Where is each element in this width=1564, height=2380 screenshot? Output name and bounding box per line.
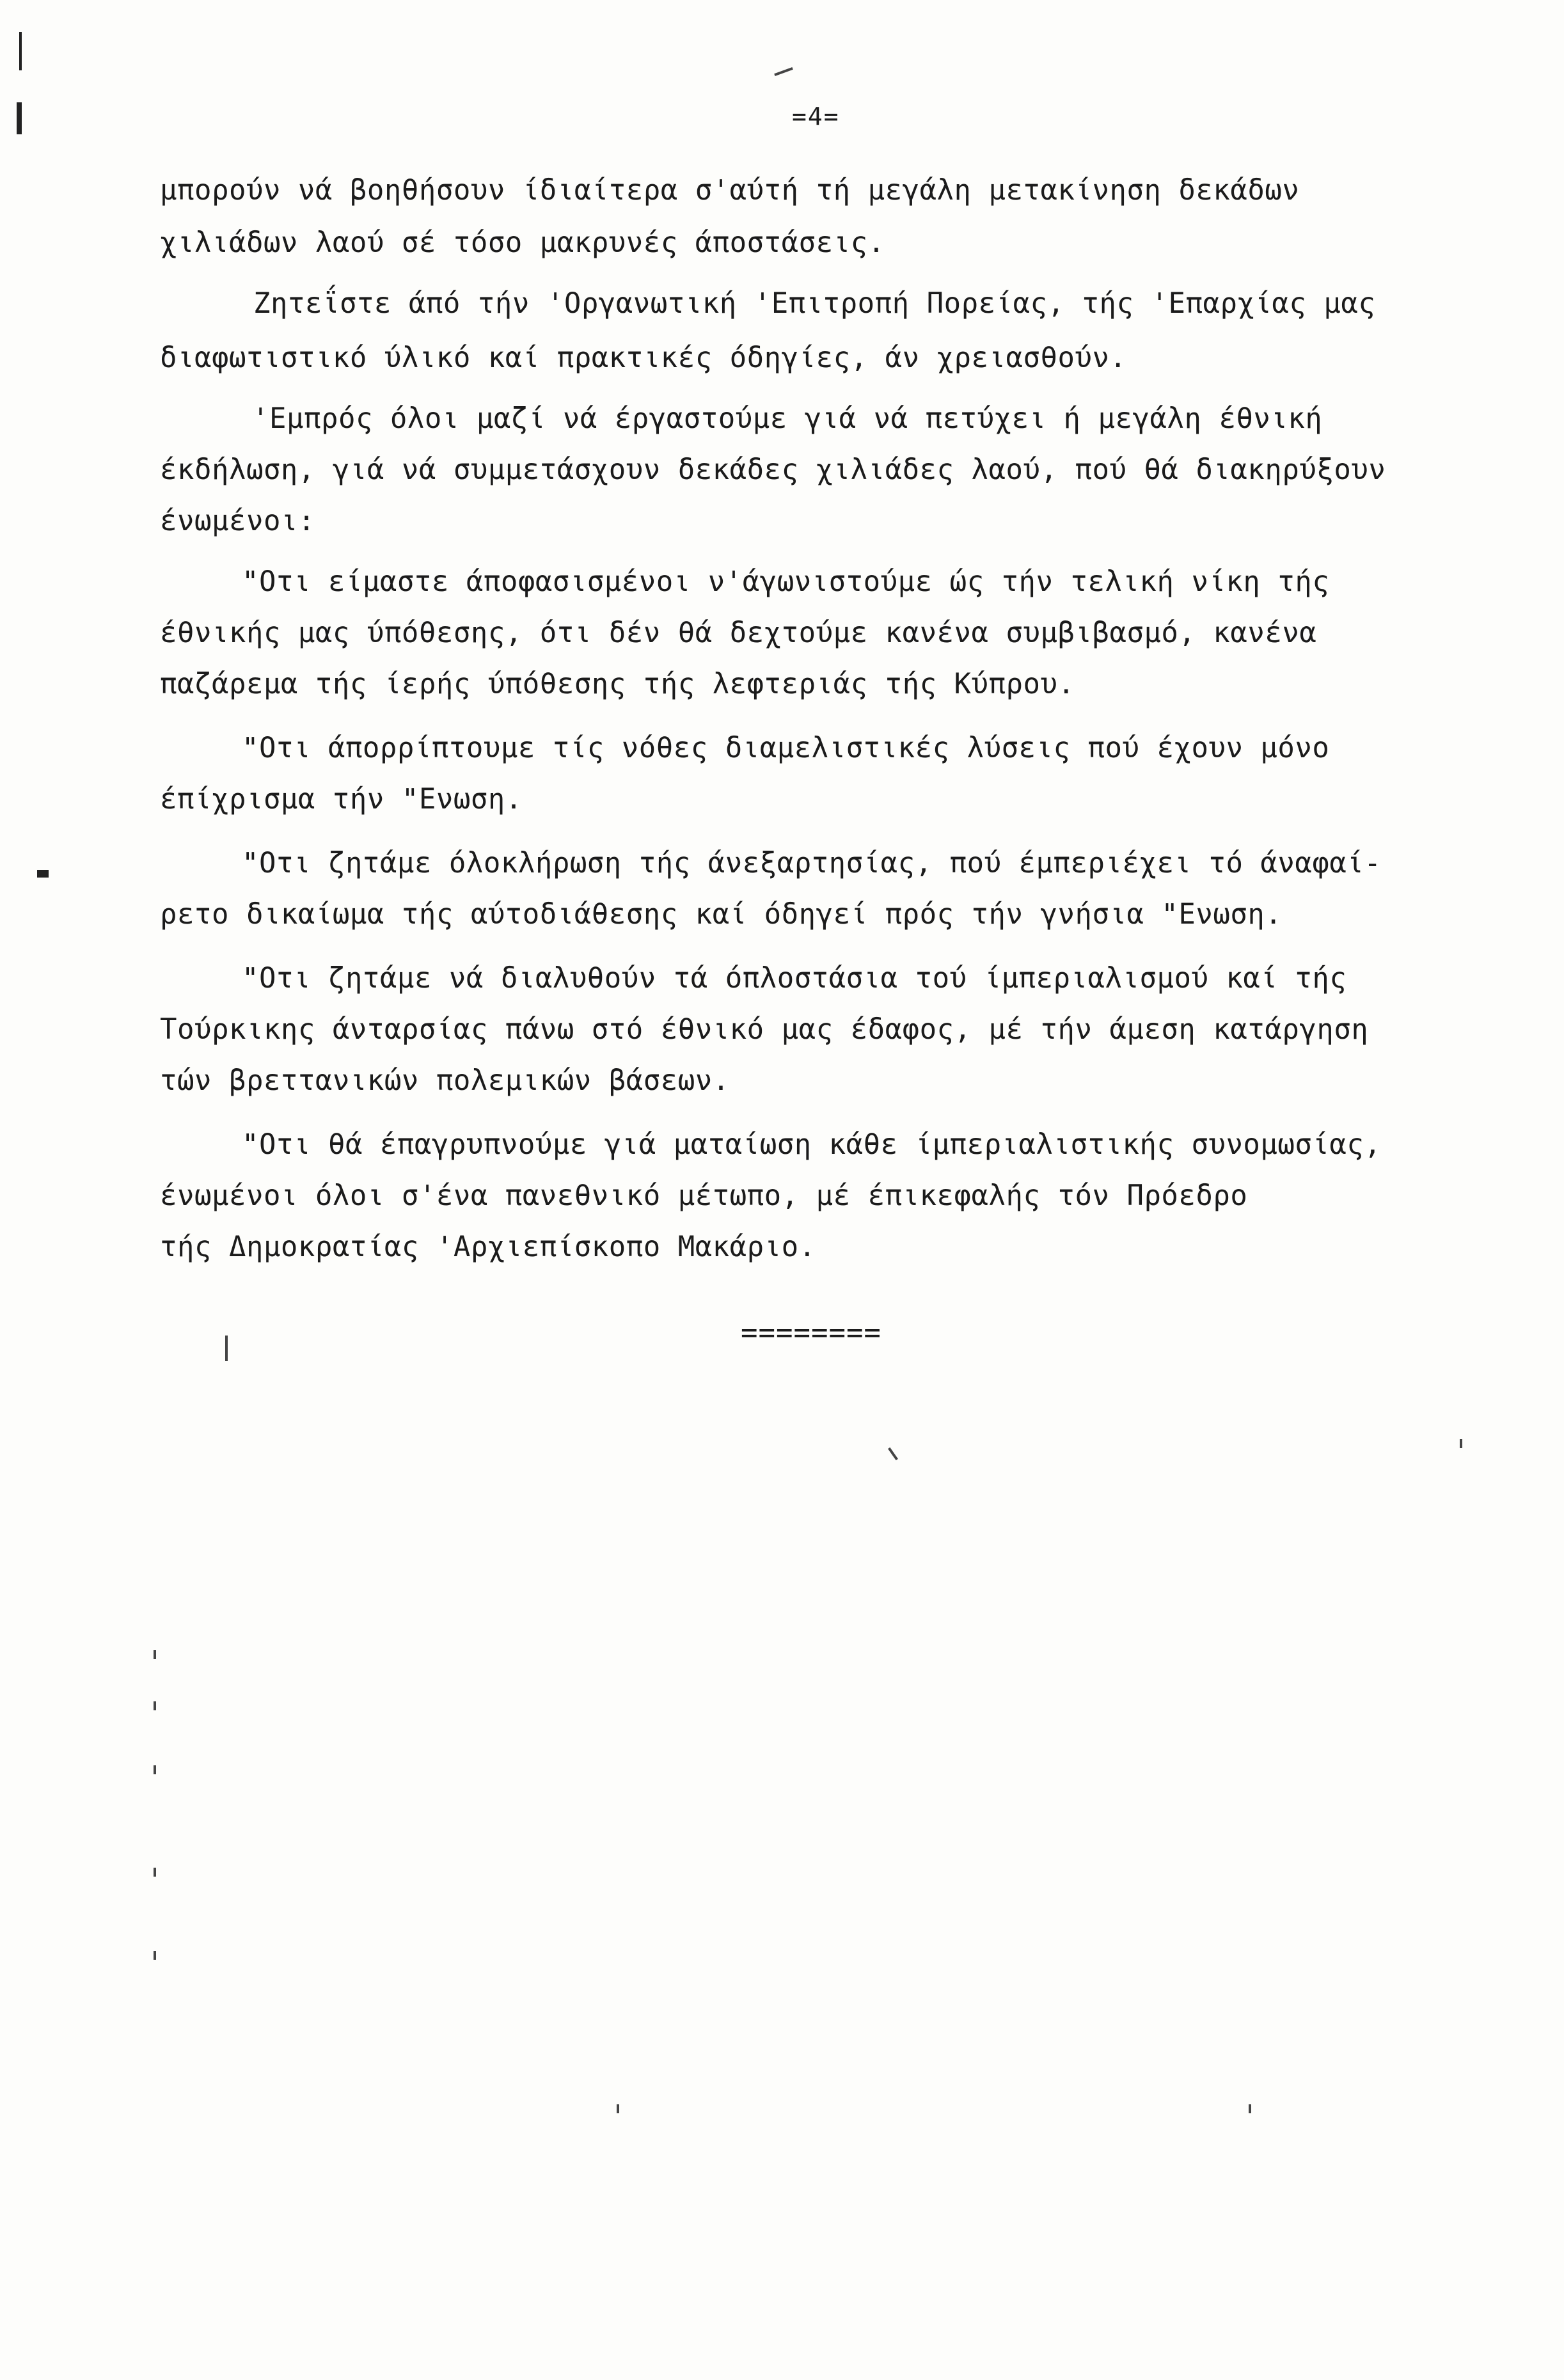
scan-speck	[225, 1336, 228, 1361]
text-line: έθνικής μας ύπόθεσης, ότι δέν θά δεχτούμε κανένα συμβιβασμό, κανένα	[160, 617, 1317, 649]
scan-mark	[37, 870, 49, 878]
scan-speck	[154, 1650, 156, 1659]
scan-speck	[154, 1868, 156, 1877]
end-separator: ========	[741, 1316, 881, 1349]
text-line: Ζητεΐστε άπό τήν 'Οργανωτική 'Επιτροπή Πορείας, τής 'Επαρχίας μας	[253, 287, 1376, 320]
text-line: διαφωτιστικό ύλικό καί πρακτικές όδηγίες, άν χρειασθούν.	[160, 342, 1127, 374]
scan-speck	[154, 1951, 156, 1960]
text-line: έκδήλωση, γιά νά συμμετάσχουν δεκάδες χιλιάδες λαού, πού θά διακηρύξουν	[160, 453, 1386, 486]
scan-speck	[1460, 1439, 1462, 1448]
scan-speck	[774, 67, 793, 76]
text-line: "Οτι άπορρίπτουμε τίς νόθες διαμελιστικές λύσεις πού έχουν μόνο	[242, 732, 1330, 764]
text-line: "Οτι ζητάμε νά διαλυθούν τά όπλοστάσια τού ίμπεριαλισμού καί τής	[242, 962, 1347, 995]
text-line: τών βρεττανικών πολεμικών βάσεων.	[160, 1064, 730, 1097]
text-line: έπίχρισμα τήν "Ενωση.	[160, 783, 523, 816]
text-line: ένωμένοι όλοι σ'ένα πανεθνικό μέτωπο, μέ έπικεφαλής τόν Πρόεδρο	[160, 1179, 1248, 1212]
text-line: χιλιάδων λαού σέ τόσο μακρυνές άποστάσεις.	[160, 226, 885, 259]
text-line: ρετο δικαίωμα τής αύτοδιάθεσης καί όδηγεί πρός τήν γνήσια "Ενωση.	[160, 898, 1283, 931]
scan-speck	[154, 1701, 156, 1710]
scan-speck	[1249, 2104, 1251, 2113]
text-line: "Οτι είμαστε άποφασισμένοι ν'άγωνιστούμε ώς τήν τελική νίκη τής	[242, 565, 1330, 598]
text-line: παζάρεμα τής ίερής ύπόθεσης τής λεφτεριάς τής Κύπρου.	[160, 668, 1075, 700]
scan-speck	[154, 1765, 156, 1774]
page-number: =4=	[792, 102, 840, 130]
scan-speck	[617, 2104, 619, 2113]
scan-mark	[17, 102, 22, 134]
text-line: τής Δημοκρατίας 'Αρχιεπίσκοπο Μακάριο.	[160, 1231, 816, 1263]
scan-speck	[888, 1447, 898, 1460]
text-line: "Οτι θά έπαγρυπνούμε γιά ματαίωση κάθε ίμπεριαλιστικής συνομωσίας,	[242, 1128, 1382, 1161]
text-line: μπορούν νά βοηθήσουν ίδιαίτερα σ'αύτή τή μεγάλη μετακίνηση δεκάδων	[160, 174, 1300, 207]
text-line: "Οτι ζητάμε όλοκλήρωση τής άνεξαρτησίας, πού έμπεριέχει τό άναφαί-	[242, 847, 1382, 879]
scan-mark	[19, 32, 22, 70]
text-line: Τούρκικης άνταρσίας πάνω στό έθνικό μας έδαφος, μέ τήν άμεση κατάργηση	[160, 1013, 1369, 1046]
text-line: 'Εμπρός όλοι μαζί νά έργαστούμε γιά νά πετύχει ή μεγάλη έθνική	[252, 402, 1323, 435]
text-line: ένωμένοι:	[160, 505, 315, 537]
